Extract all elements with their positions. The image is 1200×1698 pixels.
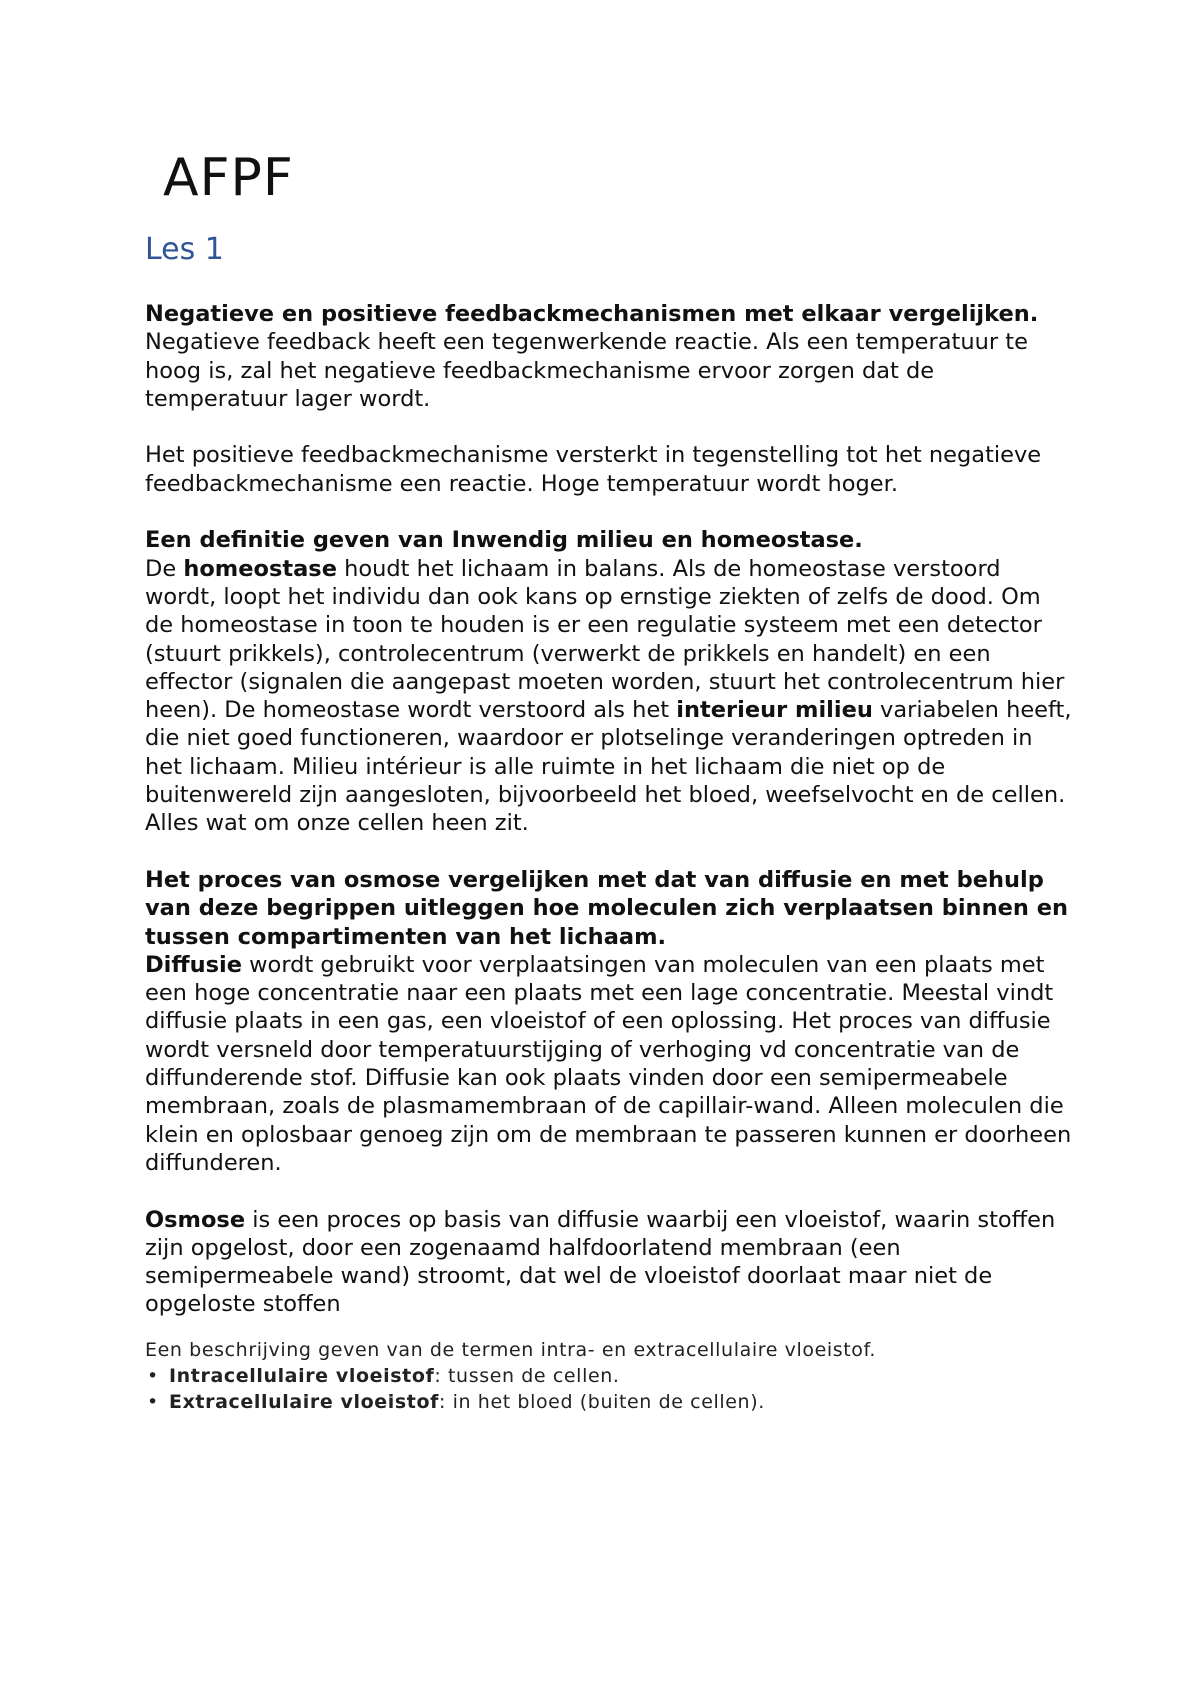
text-run: houdt het lichaam in balans. Als de homeostase verstoord wordt, loopt het individu dan ook kans op ernstige ziekten of zelfs de dood. Om de homeostase in toon te houden is er een regulatie systeem met een detector (stuurt prikkels), controlecentrum (verwerkt de prikkels en handelt) en een effector (signalen die aangepast moeten worden, stuurt het controlecentrum hier heen). De homeostase wordt verstoord als het: [145, 555, 1065, 724]
term-intracellulair: Intracellulaire vloeistof: [169, 1364, 435, 1387]
term-osmose: Osmose: [145, 1206, 246, 1233]
spacer: [145, 498, 1075, 526]
lesson-heading: Les 1: [145, 232, 224, 267]
definition-text: : in het bloed (buiten de cellen).: [439, 1390, 765, 1413]
bullet-icon: •: [147, 1364, 159, 1387]
text-run: De: [145, 555, 184, 582]
spacer: [145, 413, 1075, 441]
question-osmose: Het proces van osmose vergelijken met dat van diffusie en met behulp van deze begrippen uitleggen hoe moleculen zich verplaatsen binnen en tussen compartimenten van het lichaam.: [145, 866, 1068, 950]
paragraph-positive-feedback: Het positieve feedbackmechanisme versterkt in tegenstelling tot het negatieve feedbackmechanisme een reactie. Hoge temperatuur wordt hoger.: [145, 442, 1042, 497]
text-run: variabelen heeft, die niet goed functioneren, waardoor er plotselinge veranderingen optreden in het lichaam. Milieu intérieur is alle ruimte in het lichaam die niet op de buitenwereld zijn aangesloten, bijvoorbeeld het bloed, weefselvocht en de cellen. Alles wat om onze cellen heen zit.: [145, 697, 1072, 837]
definition-list: [145, 1363, 1075, 1415]
document-body: [145, 300, 1075, 1415]
paragraph-homeostase: [145, 555, 1075, 838]
spacer: [145, 1319, 1075, 1337]
question-feedback: Negatieve en positieve feedbackmechanismen met elkaar vergelijken.: [145, 301, 1039, 327]
paragraph-negative-feedback: Negatieve feedback heeft een tegenwerkende reactie. Als een temperatuur te hoog is, zal het negatieve feedbackmechanisme ervoor zorgen dat de temperatuur lager wordt.: [145, 329, 1028, 412]
spacer: [145, 1177, 1075, 1205]
bullet-icon: •: [147, 1390, 159, 1413]
text-run: wordt gebruikt voor verplaatsingen van moleculen van een plaats met een hoge concentratie naar een plaats met een lage concentratie. Meestal vindt diffusie plaats in een gas, een vloeistof of een oplossing. Het proces van diffusie wordt versneld door temperatuurstijging of verhoging vd concentratie van de diffunderende stof. Diffusie kan ook plaats vinden door een semipermeabele membraan, zoals de plasmamembraan of de capillair-wand. Alleen moleculen die klein en oplosbaar genoeg zijn om de membraan te passeren kunnen er doorheen diffunderen.: [145, 951, 1072, 1176]
term-extracellulair: Extracellulaire vloeistof: [169, 1390, 439, 1413]
definition-text: : tussen de cellen.: [434, 1364, 620, 1387]
list-item: [145, 1389, 1075, 1415]
list-item: [145, 1363, 1075, 1389]
paragraph-osmose: [145, 1206, 1075, 1319]
term-homeostase: homeostase: [183, 555, 337, 582]
question-homeostase: Een definitie geven van Inwendig milieu en homeostase.: [145, 527, 863, 554]
term-interieur-milieu: interieur milieu: [676, 697, 873, 724]
term-diffusie: Diffusie: [145, 951, 242, 978]
question-vloeistof: Een beschrijving geven van de termen intra- en extracellulaire vloeistof.: [145, 1338, 877, 1361]
document-title: AFPF: [163, 148, 294, 208]
paragraph-diffusie: [145, 951, 1075, 1177]
text-run: is een proces op basis van diffusie waarbij een vloeistof, waarin stoffen zijn opgelost, door een zogenaamd halfdoorlatend membraan (een semipermeabele wand) stroomt, dat wel de vloeistof doorlaat maar niet de opgeloste stoffen: [145, 1206, 1056, 1318]
spacer: [145, 838, 1075, 866]
